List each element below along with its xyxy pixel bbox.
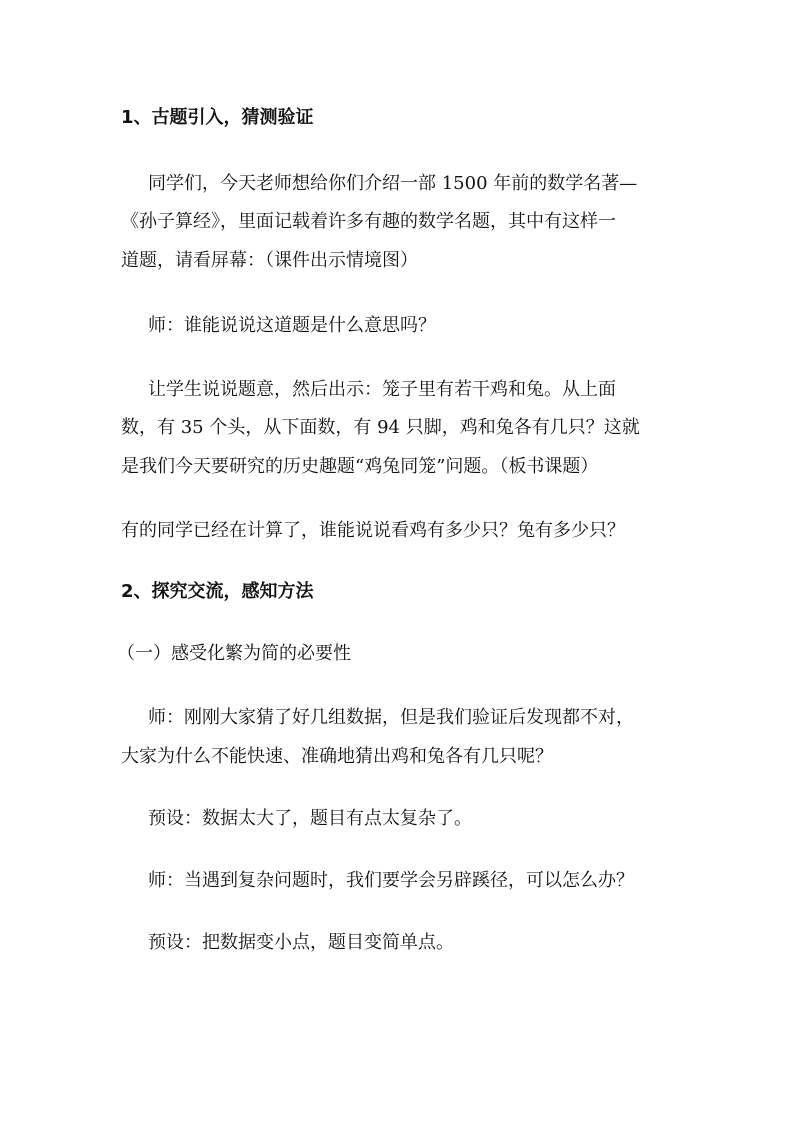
paragraph-teacher-question: 师：谁能说说这道题是什么意思吗？ bbox=[148, 315, 436, 336]
heading-section-1: 1、古题引入，猜测验证 bbox=[121, 107, 314, 128]
paragraph-intro-line-3: 道题，请看屏幕：（课件出示情境图） bbox=[121, 250, 418, 271]
subheading-simplification: （一）感受化繁为简的必要性 bbox=[117, 643, 351, 664]
paragraph-intro-line-1: 同学们，今天老师想给你们介绍一部 1500 年前的数学名著— bbox=[148, 173, 638, 194]
paragraph-guess-line-1: 师：刚刚大家猜了好几组数据，但是我们验证后发现都不对， bbox=[148, 707, 634, 728]
paragraph-problem-line-1: 让学生说说题意，然后出示：笼子里有若干鸡和兔。从上面 bbox=[148, 379, 616, 400]
heading-section-2: 2、探究交流，感知方法 bbox=[121, 581, 314, 602]
paragraph-intro-line-2: 《孙子算经》，里面记载着许多有趣的数学名题，其中有这样一 bbox=[121, 211, 616, 232]
paragraph-problem-line-2: 数，有 35 个头，从下面数，有 94 只脚，鸡和兔各有几只？这就 bbox=[121, 417, 640, 438]
paragraph-guess-line-2: 大家为什么不能快速、准确地猜出鸡和兔各有几只呢？ bbox=[121, 746, 553, 767]
paragraph-preset-2: 预设：把数据变小点，题目变简单点。 bbox=[148, 932, 454, 953]
paragraph-calculation: 有的同学已经在计算了，谁能说说看鸡有多少只？兔有多少只？ bbox=[121, 520, 625, 541]
paragraph-problem-line-3: 是我们今天要研究的历史趣题“鸡兔同笼”问题。（板书课题） bbox=[121, 456, 599, 477]
paragraph-preset-1: 预设：数据太大了，题目有点太复杂了。 bbox=[148, 808, 472, 829]
paragraph-teacher-method: 师：当遇到复杂问题时，我们要学会另辟蹊径，可以怎么办？ bbox=[148, 870, 634, 891]
